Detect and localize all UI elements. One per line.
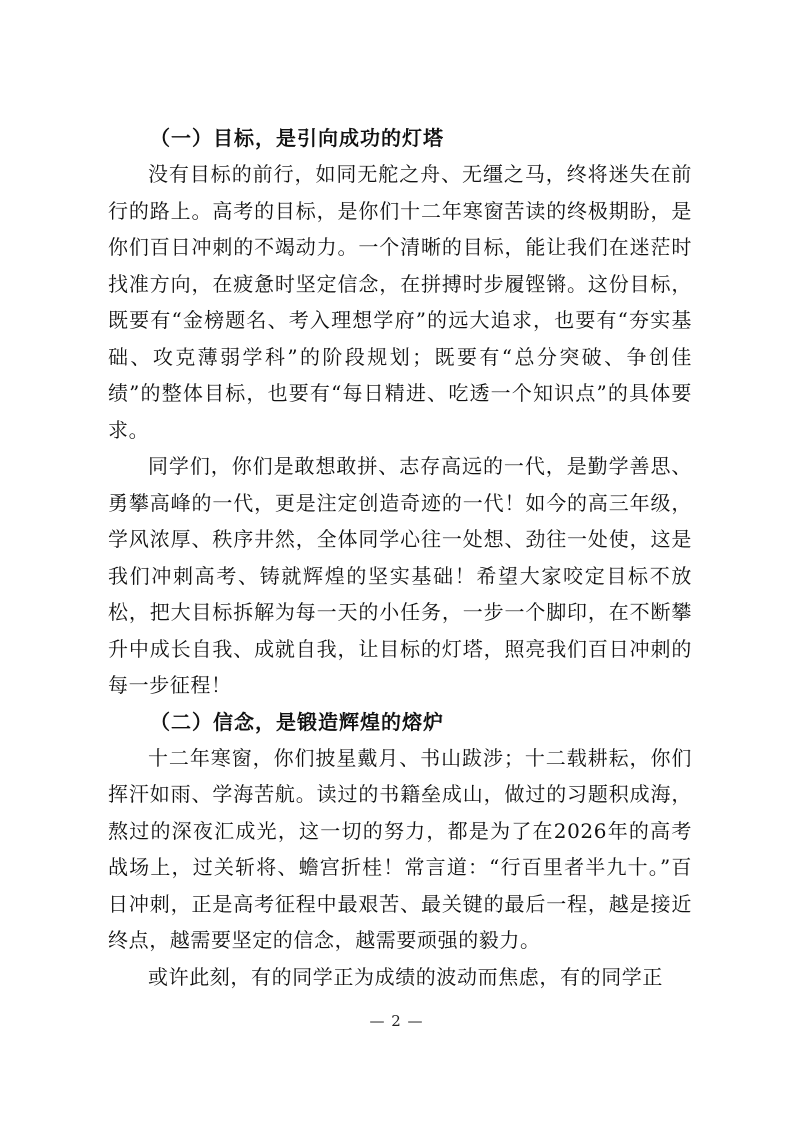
paragraph: 同学们，你们是敢想敢拼、志存高远的一代，是勤学善思、勇攀高峰的一代，更是注定创造奇迹的一代！如今的高三年级，学风浓厚、秩序井然，全体同学心往一处想、劲往一处使，这是我们冲刺高考、铸就辉煌的坚实基础！希望大家咬定目标不放松，把大目标拆解为每一天的小任务，一步一个脚印，在不断攀升中成长自我、成就自我，让目标的灯塔，照亮我们百日冲刺的每一步征程！ [108,454,692,697]
paragraph: 或许此刻，有的同学正为成绩的波动而焦虑，有的同学正 [148,964,663,989]
paragraph: 十二年寒窗，你们披星戴月、书山跋涉；十二载耕耘，你们挥汗如雨、学海苦航。读过的书籍垒成山，做过的习题积成海，熬过的深夜汇成光，这一切的努力，都是为了在2026年的高考战场上，过关斩将、蟾宫折桂！常言道：“行百里者半九十。”百日冲刺，正是高考征程中最艰苦、最关键的最后一程，越是接近终点，越需要坚定的信念，越需要顽强的毅力。 [108,745,692,952]
paragraph: 没有目标的前行，如同无舵之舟、无缰之马，终将迷失在前行的路上。高考的目标，是你们十二年寒窗苦读的终极期盼，是你们百日冲刺的不竭动力。一个清晰的目标，能让我们在迷茫时找准方向，在疲惫时坚定信念，在拼搏时步履铿锵。这份目标，既要有“金榜题名、考入理想学府”的远大追求，也要有“夯实基础、攻克薄弱学科”的阶段规划；既要有“总分突破、争创佳绩”的整体目标，也要有“每日精进、吃透一个知识点”的具体要求。 [108,162,692,442]
page-number: — 2 — [369,1012,424,1030]
document-body [108,120,692,995]
section-heading-belief: （二）信念，是锻造辉煌的熔炉 [150,709,444,734]
section-heading-goal: （一）目标，是引向成功的灯塔 [150,126,444,150]
